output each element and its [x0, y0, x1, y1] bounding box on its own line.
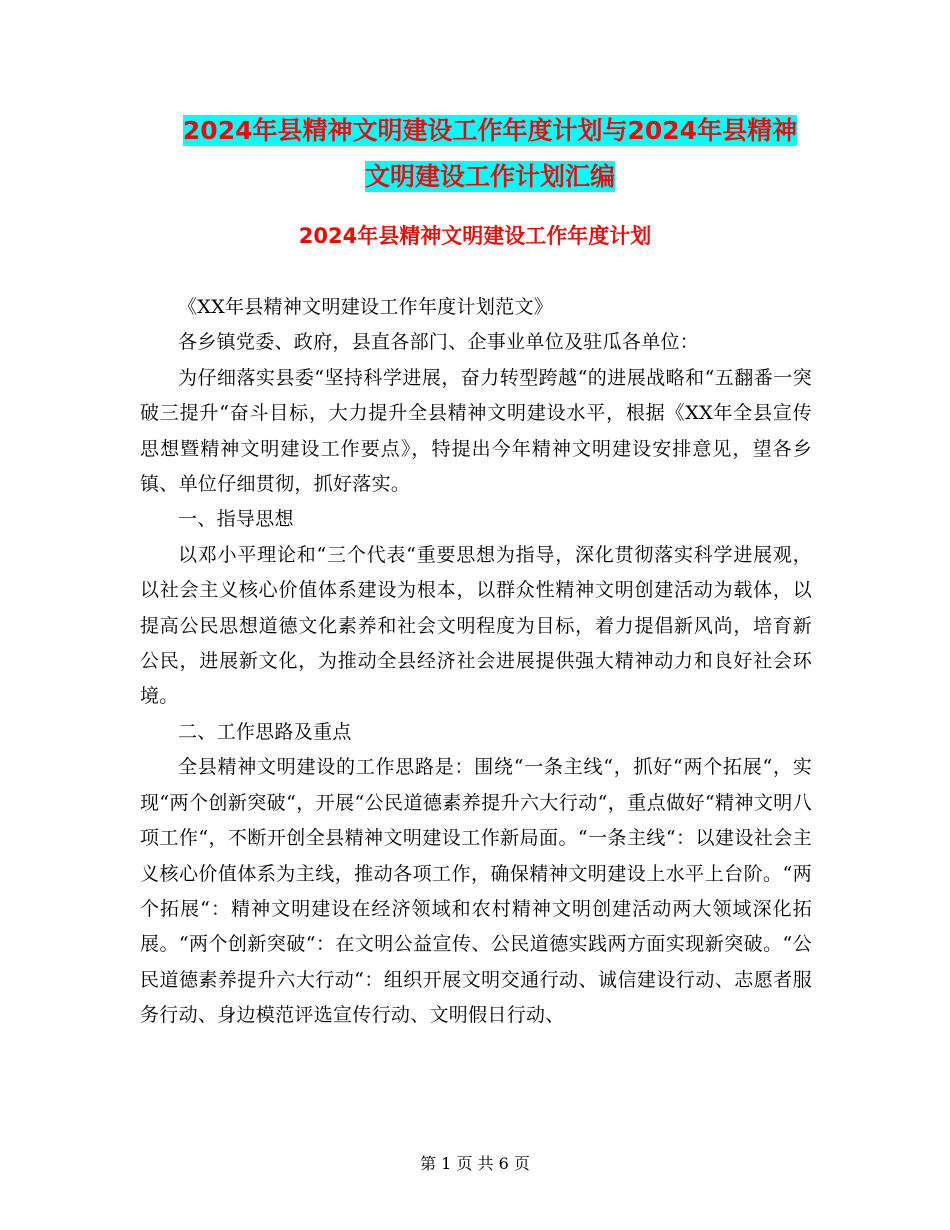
section-title: 2024年县精神文明建设工作年度计划	[298, 224, 652, 248]
page-footer: 第 1 页 共 6 页	[420, 1154, 530, 1173]
paragraph-salutation: 各乡镇党委、政府，县直各部门、企事业单位及驻瓜各单位：	[178, 331, 700, 354]
paragraph-work-focus: 全县精神文明建设的工作思路是：围绕“一条主线“，抓好“两个拓展“，实现“两个创新突破“，开展“公民道德素养提升六大行动“，重点做好“精神文明八项工作“，不断开创全县精神文明建设工作新局面。“一条主线“：以建设社会主义核心价值体系为主线，推动各项工作，确保精神文明建设上水平上台阶。“两个拓展“：精神文明建设在经济领域和农村精神文明创建活动两大领域深化拓展。“两个创新突破“：在文明公益宣传、公民道德实践两方面实现新突破。“公民道德素养提升六大行动“：组织开展文明交通行动、诚信建设行动、志愿者服务行动、身边模范评选宣传行动、文明假日行动、	[140, 756, 812, 1027]
document-title-line-2: 文明建设工作计划汇编	[364, 162, 615, 191]
heading-work-focus: 二、工作思路及重点	[178, 720, 352, 743]
document-title	[140, 108, 840, 200]
document-body	[140, 290, 812, 1034]
paragraph-guiding-ideology: 以邓小平理论和“三个代表“重要思想为指导，深化贯彻落实科学进展观，以社会主义核心价值体系建设为根本，以群众性精神文明创建活动为载体，以提高公民思想道德文化素养和社会文明程度为目标，着力提倡新风尚，培育新公民，进展新文化，为推动全县经济社会进展提供强大精神动力和良好社会环境。	[140, 543, 812, 708]
paragraph-reference: 《XX年县精神文明建设工作年度计划范文》	[178, 296, 554, 318]
paragraph-intro: 为仔细落实县委“坚持科学进展，奋力转型跨越“的进展战略和“五翻番一突破三提升“奋斗目标，大力提升全县精神文明建设水平，根据《XX年全县宣传思想暨精神文明建设工作要点》，特提出今年精神文明建设安排意见，望各乡镇、单位仔细贯彻，抓好落实。	[140, 366, 812, 496]
document-title-line-1: 2024年县精神文明建设工作年度计划与2024年县精神	[182, 116, 798, 145]
heading-guiding-ideology: 一、指导思想	[178, 508, 294, 531]
